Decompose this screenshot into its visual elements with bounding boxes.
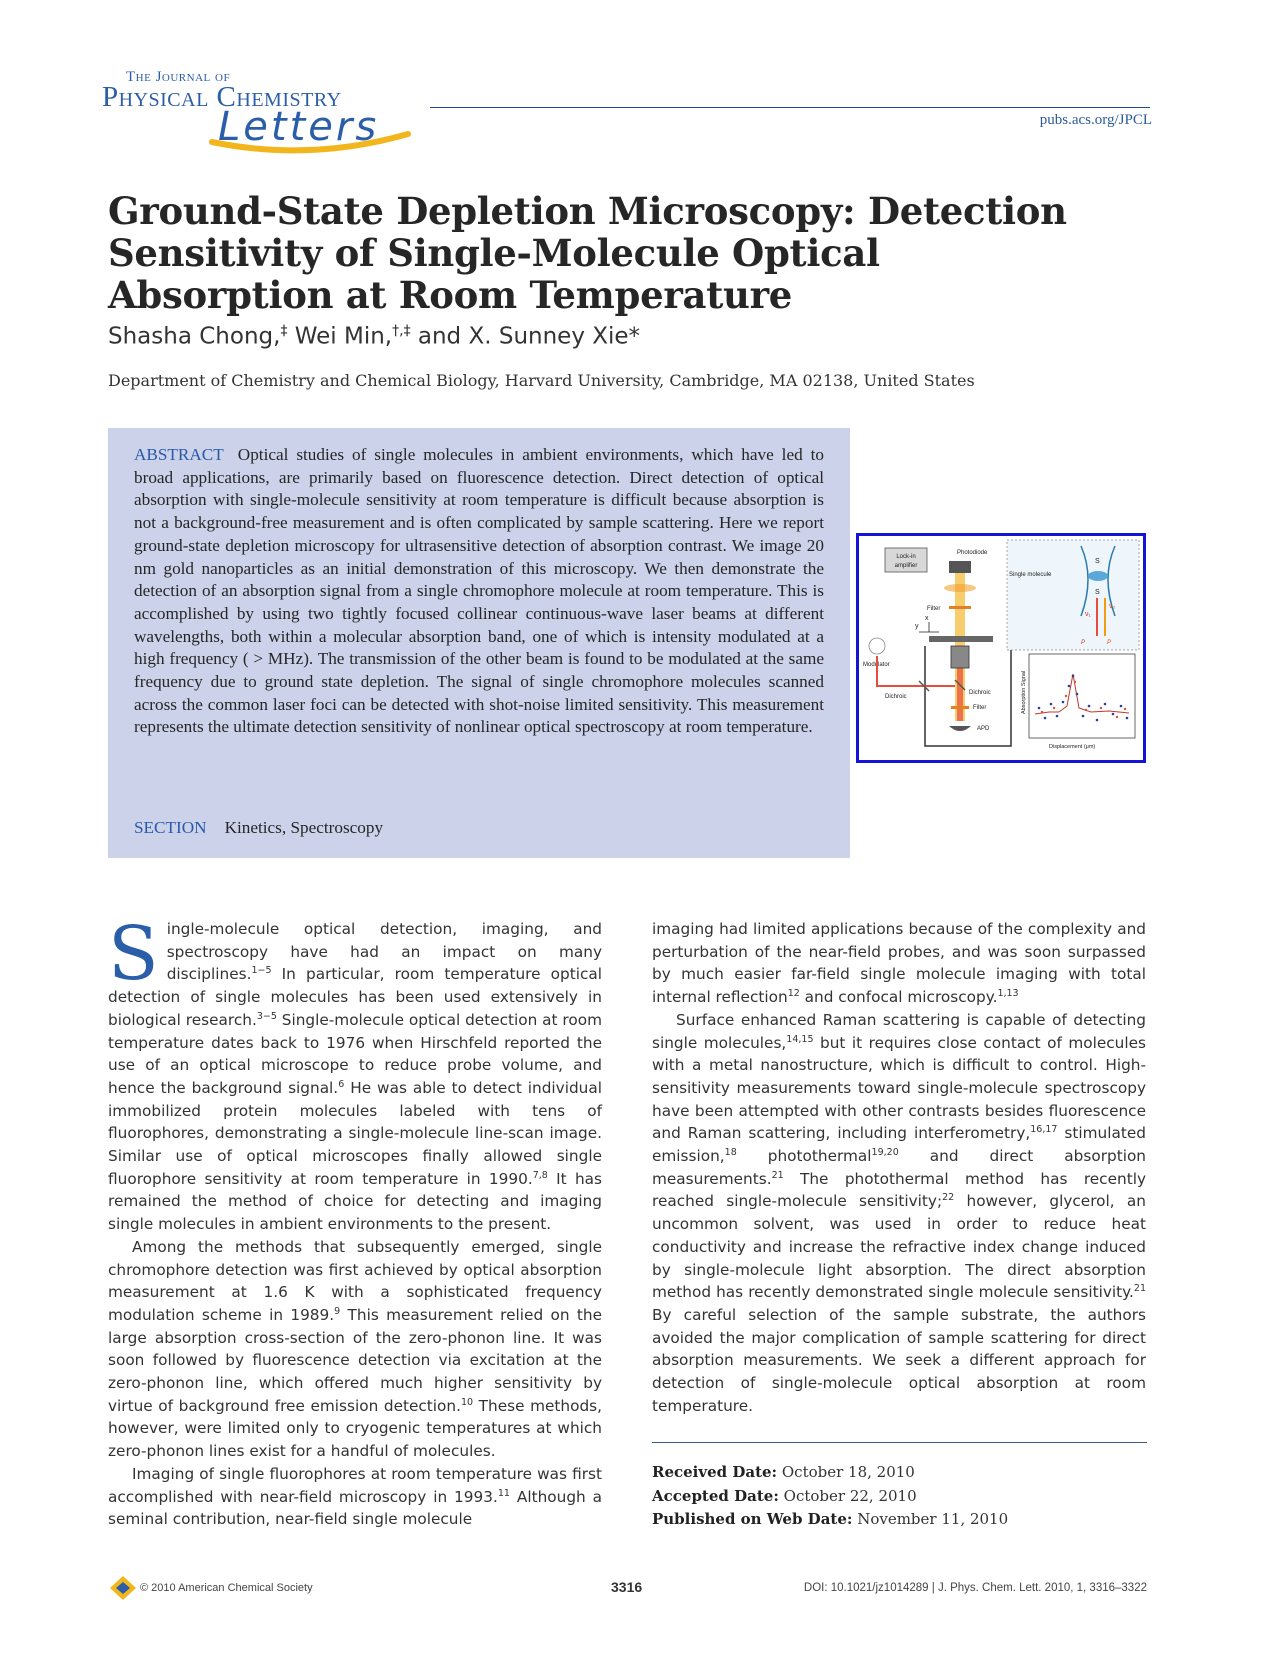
received-label: Received Date: — [652, 1463, 778, 1481]
photodiode-icon — [949, 561, 971, 573]
x-axis-label: x — [925, 615, 929, 622]
text-run: Imaging of single fluorophores at room temperature was first accomplished with near-field microscopy in 1993. — [108, 1464, 602, 1506]
body-column-left — [108, 911, 603, 1531]
amplifier-label: amplifier — [894, 563, 918, 569]
pprobe-label: P — [1107, 640, 1112, 646]
page-number: 3316 — [611, 1579, 643, 1595]
text-run: By careful selection of the sample substrate, the authors avoided the major complication of sample scattering for direct absorption measurements. We seek a different approach for detection of single-molecule optical absorption at room temperature. — [652, 1305, 1146, 1415]
article-title: Ground-State Depletion Microscopy: Detection Sensitivity of Single-Molecule Optical Absorption at Room Temperature — [108, 189, 1067, 317]
stage — [929, 636, 993, 642]
received-date — [652, 1461, 1008, 1485]
dates-rule — [652, 1442, 1147, 1443]
text-run: Although a seminal contribution, near-field single molecule — [108, 1487, 602, 1529]
published-value: November 11, 2010 — [857, 1510, 1009, 1528]
journal-url-link[interactable]: pubs.acs.org/JPCL — [1039, 112, 1152, 128]
text-run: but it requires close contact of molecules with a metal nanostructure, which is difficult to control. High-sensitivity measurements toward single-molecule spectroscopy have been attempted with other contrasts besides fluorescence and Raman scattering, including interferometry, — [652, 1033, 1146, 1143]
citation-ref[interactable]: 10 — [460, 1396, 474, 1408]
text-run: These methods, however, were limited only to cryogenic temperatures at which zero-phonon lines exist for a handful of molecules. — [108, 1396, 602, 1461]
author-1-mark: ‡ — [280, 323, 288, 339]
affiliation: Department of Chemistry and Chemical Biology, Harvard University, Cambridge, MA 02138, United States — [108, 371, 975, 390]
journal-line1: The Journal of — [126, 69, 231, 85]
citation-ref[interactable]: 3−5 — [256, 1010, 277, 1022]
text-run: In particular, room temperature optical detection of single molecules has been used extensively in biological research. — [108, 965, 602, 1029]
toc-figure[interactable] — [856, 533, 1146, 763]
citation-ref[interactable]: 11 — [497, 1487, 510, 1499]
doi-citation[interactable]: DOI: 10.1021/jz1014289 | J. Phys. Chem. Lett. 2010, 1, 3316–3322 — [803, 1582, 1147, 1594]
s0-label: S — [1095, 589, 1100, 596]
citation-ref[interactable]: 22 — [942, 1192, 955, 1204]
text-run: stimulated emission, — [652, 1124, 1146, 1166]
paragraph-3 — [108, 1463, 602, 1531]
acs-logo-icon — [108, 1574, 138, 1602]
text-run: and confocal microscopy. — [799, 988, 998, 1007]
text-run: photothermal — [736, 1147, 872, 1166]
text-run: Among the methods that subsequently emerged, single chromophore detection was first achieved by optical absorption measurement at 1.6 K with a sophisticated frequency modulation scheme in 1989. — [108, 1237, 602, 1324]
published-date — [652, 1508, 1008, 1532]
text-run: Surface enhanced Raman scattering is capable of detecting single molecules, — [652, 1010, 1146, 1052]
modulator-icon — [869, 638, 885, 654]
dichroic-left-label: Dichroic — [885, 694, 907, 700]
published-label: Published on Web Date: — [652, 1510, 853, 1528]
filter-bottom-label: Filter — [973, 705, 987, 711]
text-run: The photothermal method has recently reached single-molecule sensitivity; — [652, 1169, 1146, 1211]
accepted-date — [652, 1485, 1008, 1509]
section-line — [134, 818, 383, 838]
citation-ref[interactable]: 14,15 — [786, 1033, 814, 1045]
section-value: Kinetics, Spectroscopy — [224, 818, 384, 837]
filter-top — [949, 606, 971, 609]
lockin-label: Lock-in — [896, 554, 916, 560]
body-column-right — [652, 918, 1146, 1417]
nu1-label: ν₁ — [1085, 611, 1091, 618]
plot-y-label: Absorption Signal — [1021, 670, 1027, 714]
molecule-inset — [1007, 540, 1139, 650]
citation-ref[interactable]: 9 — [334, 1305, 341, 1317]
copyright: © 2010 American Chemical Society — [140, 1582, 313, 1594]
pump-beam — [877, 656, 955, 686]
text-run: however, glycerol, an uncommon solvent, was used in order to reduce heat conductivity and increase the refractive index change induced by single-molecule light absorption. The direct absorption method has recently demonstrated single molecule sensitivity. — [652, 1192, 1147, 1302]
citation-ref[interactable]: 1−5 — [251, 965, 272, 977]
accepted-value: October 22, 2010 — [783, 1486, 917, 1505]
citation-ref[interactable]: 12 — [787, 988, 800, 1000]
s1-label: S — [1095, 558, 1100, 565]
author-2[interactable]: Wei Min, — [294, 323, 393, 350]
paragraph-5 — [652, 1009, 1146, 1418]
molecule-focus — [1088, 571, 1108, 581]
dichroic-right-label: Dichroic — [969, 690, 991, 696]
filter-bottom — [951, 706, 969, 709]
text-run: It has remained the method of choice for detecting and imaging single molecules in ambient environments to the present. — [108, 1169, 602, 1234]
citation-ref[interactable]: 21 — [1133, 1283, 1146, 1295]
author-3[interactable]: and X. Sunney Xie* — [417, 323, 641, 350]
abstract-label: ABSTRACT — [134, 445, 224, 464]
accepted-label: Accepted Date: — [652, 1486, 779, 1505]
objective — [951, 646, 969, 668]
citation-ref[interactable]: 7,8 — [532, 1169, 548, 1181]
plot-frame — [1029, 654, 1135, 738]
apd-label: APD — [977, 726, 990, 732]
text-run: Single-molecule optical detection at room temperature dates back to 1976 when Hirschfeld reported the use of an optical microscope to reduce probe volume, and hence the background signal. — [108, 1010, 602, 1097]
text-run: imaging had limited applications because of the complexity and perturbation of the near-field probes, and was soon surpassed by much easier far-field single molecule imaging with total internal reflection — [652, 920, 1146, 1007]
lens-top — [944, 584, 976, 592]
xy-arrows — [919, 622, 939, 632]
authors — [108, 323, 640, 350]
ppump-label: P — [1081, 640, 1086, 646]
abstract-text — [134, 444, 824, 739]
setup-diagram — [859, 536, 1143, 760]
journal-line3: Letters — [218, 104, 380, 150]
text-run: and direct absorption measurements. — [652, 1147, 1146, 1188]
citation-ref[interactable]: 6 — [338, 1078, 345, 1090]
received-value: October 18, 2010 — [781, 1463, 915, 1481]
journal-logo — [100, 62, 440, 162]
modulator-label: Modulator — [863, 662, 890, 668]
text-run: He was able to detect individual immobilized protein molecules labeled with tens of fluorophores, demonstrating a single-molecule line-scan image. Similar use of optical microscopes finally allowed single fluorophore sensitivity at room temperature in 1990. — [108, 1078, 603, 1188]
citation-ref[interactable]: 16,17 — [1030, 1124, 1058, 1136]
citation-ref[interactable]: 1,13 — [997, 988, 1019, 1000]
article-dates — [652, 1461, 1008, 1532]
journal-line2: Physical Chemistry — [102, 81, 342, 113]
paragraph-2 — [108, 1236, 602, 1463]
section-label: SECTION — [134, 818, 207, 837]
text-run: This measurement relied on the large absorption cross-section of the zero-phonon line. It was soon followed by fluorescence detection via excitation at the zero-phonon line, which offered much higher sensitivity by virtue of background free emission detection. — [108, 1305, 602, 1415]
abstract-body: Optical studies of single molecules in ambient environments, which have led to broad applications, are primarily based on fluorescence detection. Direct detection of optical absorption with single-molecule sensitivity at room temperature is difficult because absorption is not a background-free measurement and is often complicated by sample scattering. Here we report ground-state depletion microscopy for ultrasensitive detection of absorption contrast. We image 20 nm gold nanoparticles as an initial demonstration of this microscopy. We then demonstrate the detection of an absorption signal from a single chromophore molecule at room temperature. This is accomplished by using two tightly focused collinear continuous-wave laser beams at different wavelengths, both within a molecular absorption band, one of which is intensity modulated at a high frequency ( > MHz). The transmission of the other beam is found to be modulated at the same frequency due to ground state depletion. The signal of single chromophore molecules scanned across the common laser foci can be detected with shot-noise limited sensitivity. This measurement represents the ultimate detection sensitivity of nonlinear optical spectroscopy at room temperature. — [134, 445, 824, 737]
citation-ref[interactable]: 21 — [771, 1169, 784, 1181]
paragraph-4 — [652, 918, 1146, 1009]
apd-icon — [949, 726, 971, 731]
y-axis-label: y — [915, 623, 919, 630]
paragraph-1-text — [108, 911, 603, 1234]
abstract-box — [108, 428, 850, 858]
text-run: ingle-molecule optical detection, imaging, and spectroscopy have had an impact on many disciplines. — [166, 920, 602, 984]
plot-x-label: Displacement (μm) — [1049, 744, 1096, 750]
paragraph-1 — [108, 911, 603, 1236]
drop-cap: S — [108, 911, 159, 997]
photodiode-label: Photodiode — [957, 550, 988, 556]
single-molecule-label: Single molecule — [1009, 572, 1052, 578]
filter-top-label: Filter — [927, 606, 941, 612]
author-2-mark: †,‡ — [392, 323, 411, 339]
header-rule — [430, 107, 1150, 108]
citation-ref[interactable]: 18 — [724, 1146, 737, 1158]
author-1[interactable]: Shasha Chong, — [108, 323, 281, 350]
nu2-label: ν₂ — [1109, 603, 1116, 610]
citation-ref[interactable]: 19,20 — [871, 1146, 899, 1158]
